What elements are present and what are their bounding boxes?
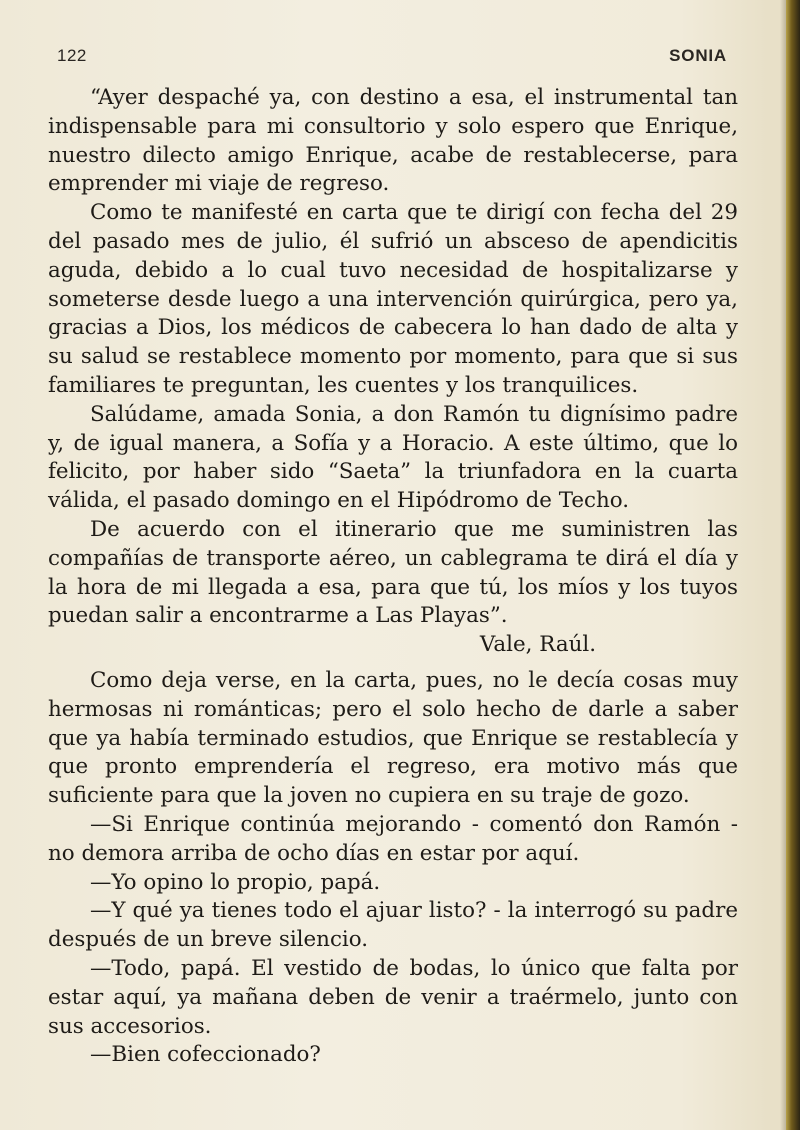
- page-number: 122: [57, 46, 87, 65]
- paragraph-letter-greetings: Salúdame, amada Sonia, a don Ramón tu dignísimo padre y, de igual manera, a Sofía y a Horacio. A este último, que lo felicito, por haber sido “Saeta” la triunfadora en la cuarta válida, el pasado domingo en el Hipódromo de Techo.: [48, 401, 738, 514]
- paragraph-letter-itinerary: De acuerdo con el itinerario que me suministren las compañías de transporte aéreo, un cablegrama te dirá el día y la hora de mi llegada a esa, para que tú, los míos y los tuyos puedan salir a encontrarme a Las Playas”.: [48, 516, 738, 629]
- body-text: [48, 84, 738, 1070]
- paragraph-narration: Como deja verse, en la carta, pues, no le decía cosas muy hermosas ni románticas; pero el solo hecho de darle a saber que ya había terminado estudios, que Enrique se restablecía y que pronto emprendería el regreso, era motivo más que suficiente para que la joven no cupiera en su traje de gozo.: [48, 667, 738, 809]
- running-title: SONIA: [669, 46, 727, 65]
- paragraph-letter-illness: Como te manifesté en carta que te dirigí con fecha del 29 del pasado mes de julio, él sufrió un absceso de apendicitis aguda, debido a lo cual tuvo necesidad de hospitalizarse y someterse desde luego a una intervención quirúrgica, pero ya, gracias a Dios, los médicos de cabecera lo han dado de alta y su salud se restablece momento por momento, para que si sus familiares te preguntan, les cuentes y los tranquilices.: [48, 200, 738, 398]
- page-edge: [786, 0, 800, 1130]
- dialogue-line: —Bien cofeccionado?: [90, 1042, 321, 1068]
- dialogue-line: —Y qué ya tienes todo el ajuar listo? - la interrogó su padre después de un breve silencio.: [48, 898, 738, 953]
- dialogue-line: —Si Enrique continúa mejorando - comentó don Ramón - no demora arriba de ocho días en estar por aquí.: [48, 811, 738, 866]
- paragraph-letter-opening: “Ayer despaché ya, con destino a esa, el instrumental tan indispensable para mi consultorio y solo espero que Enrique, nuestro dilecto amigo Enrique, acabe de restablecerse, para emprender mi viaje de regreso.: [48, 85, 738, 197]
- dialogue-line: —Yo opino lo propio, papá.: [90, 869, 381, 895]
- running-head: [57, 46, 727, 70]
- dialogue-line: —Todo, papá. El vestido de bodas, lo único que falta por estar aquí, ya mañana deben de venir a traérmelo, junto con sus accesorios.: [48, 955, 738, 1039]
- letter-signature: Vale, Raúl.: [479, 632, 596, 658]
